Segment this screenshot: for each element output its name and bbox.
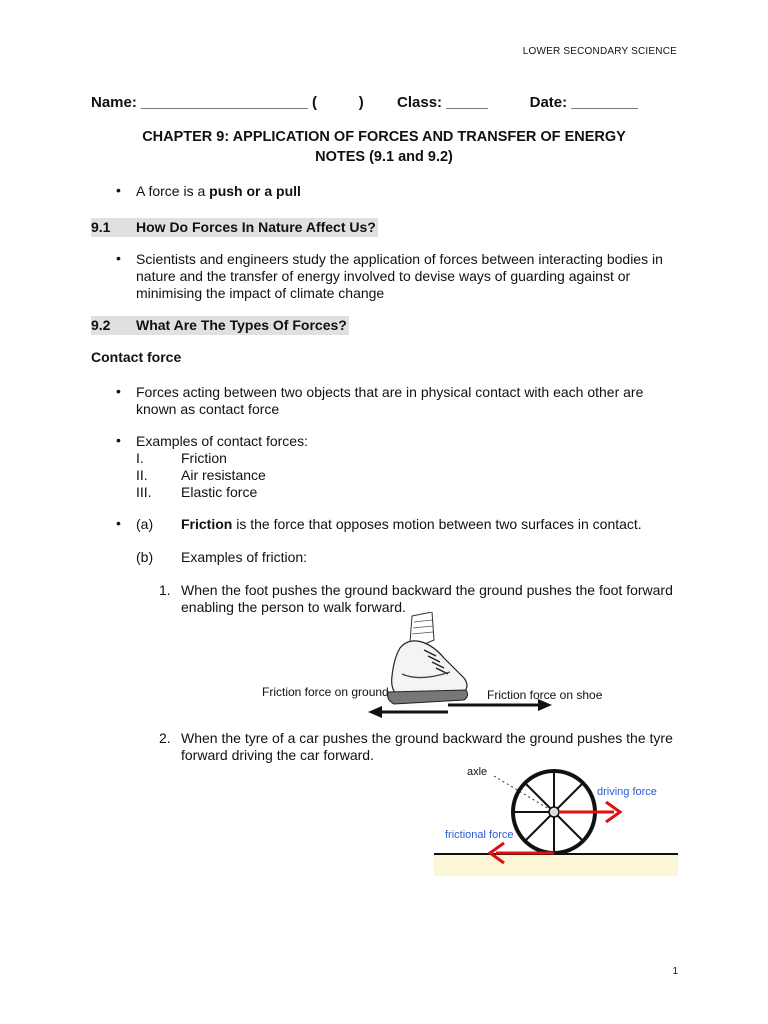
friction-on-shoe-label: Friction force on shoe <box>487 688 603 702</box>
friction-on-ground-label: Friction force on ground <box>262 685 389 699</box>
section-heading-9-1 <box>91 218 378 237</box>
friction-example-number: 2. <box>159 730 171 746</box>
example-elastic-force: Elastic force <box>181 484 258 500</box>
frictional-force-label: frictional force <box>445 829 514 841</box>
example-number: I. <box>136 450 144 466</box>
friction-example-walking: When the foot pushes the ground backward the ground pushes the foot forward enabling the person to walk forward. <box>181 582 673 615</box>
friction-example-number: 1. <box>159 582 171 598</box>
friction-definition: Friction is the force that opposes motion between two surfaces in contact. <box>181 516 642 532</box>
section-title: How Do Forces In Nature Affect Us? <box>136 219 376 235</box>
chapter-title: CHAPTER 9: APPLICATION OF FORCES AND TRANSFER OF ENERGY <box>142 129 626 145</box>
friction-bold: Friction <box>181 516 233 532</box>
shoe-friction-figure <box>360 612 560 722</box>
example-air-resistance: Air resistance <box>181 467 266 483</box>
item-label-a: (a) <box>136 516 154 532</box>
section1-bullet-text: Scientists and engineers study the application of forces between interacting bodies in nature and the transfer of energy involved to devise ways of guarding against or minimising the impact of climate change <box>136 251 663 301</box>
intro-bold-text: push or a pull <box>209 183 301 199</box>
example-number: III. <box>136 484 152 500</box>
section-heading-9-2 <box>91 316 349 335</box>
contact-examples-lead: Examples of contact forces: <box>136 433 308 449</box>
item-label-b: (b) <box>136 549 154 565</box>
driving-force-label: driving force <box>597 786 657 798</box>
student-info-line: Name: ____________________ ( ) Class: _____ Date: ________ <box>91 94 639 111</box>
section-number: 9.2 <box>91 317 111 333</box>
bullet-marker: • <box>116 432 121 448</box>
contact-force-definition: Forces acting between two objects that are in physical contact with each other are known as contact force <box>136 384 644 417</box>
wheel-friction-figure <box>434 762 678 876</box>
friction-example-tyre: When the tyre of a car pushes the ground backward the ground pushes the tyre forward driving the car forward. <box>181 730 673 763</box>
contact-force-subheading: Contact force <box>91 349 182 365</box>
axle-label: axle <box>467 766 488 778</box>
bullet-marker: • <box>116 182 121 198</box>
example-friction: Friction <box>181 450 227 466</box>
running-header: LOWER SECONDARY SCIENCE <box>522 46 677 57</box>
bullet-marker: • <box>116 515 121 531</box>
example-number: II. <box>136 467 148 483</box>
chapter-subtitle: NOTES (9.1 and 9.2) <box>315 149 453 165</box>
page-number: 1 <box>672 966 678 977</box>
section-title: What Are The Types Of Forces? <box>136 317 347 333</box>
friction-examples-lead: Examples of friction: <box>181 549 308 565</box>
section-number: 9.1 <box>91 219 111 235</box>
intro-bullet-text: A force is a push or a pull <box>136 183 301 199</box>
bullet-marker: • <box>116 250 121 266</box>
bullet-marker: • <box>116 383 121 399</box>
